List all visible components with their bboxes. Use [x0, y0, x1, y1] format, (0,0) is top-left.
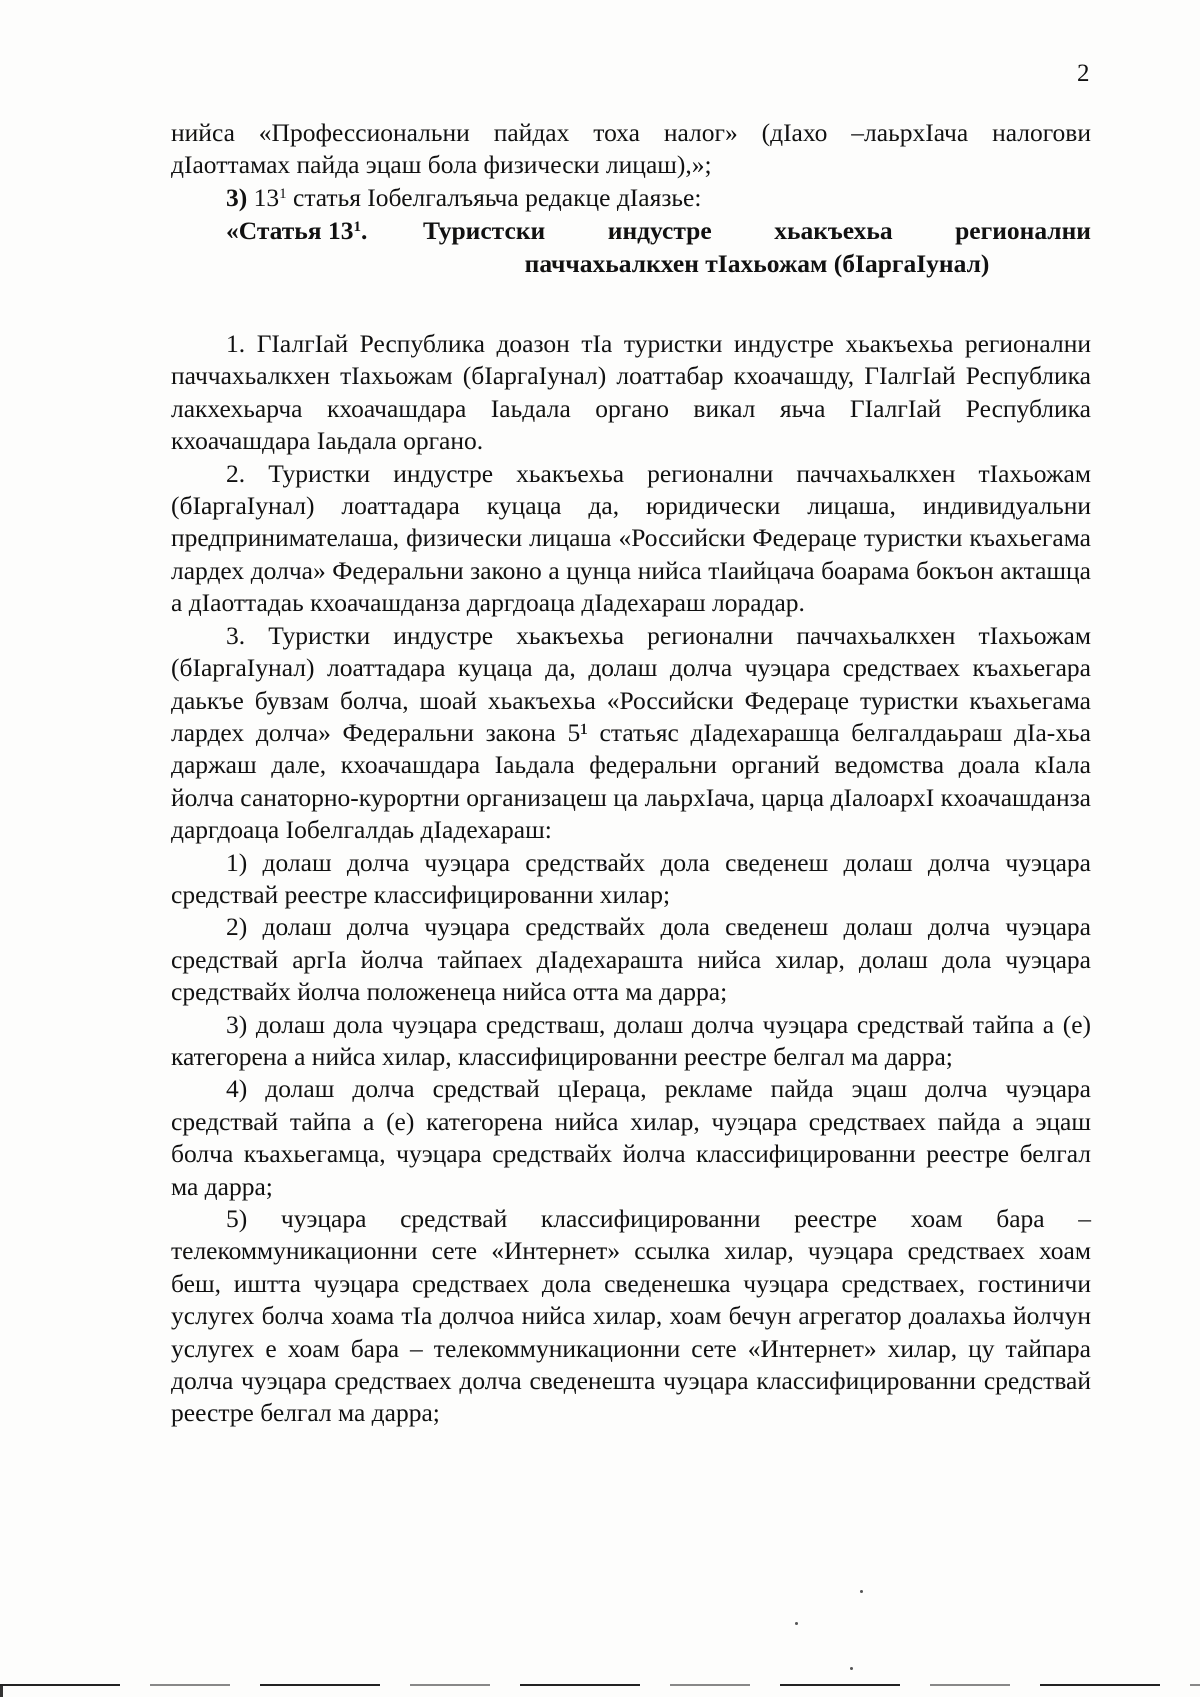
list-item-1: 1) долаш долча чуэцара средствайх дола сведенеш долаш долча чуэцара средствай реестре классифицированни хилар;	[171, 847, 1091, 909]
amendment-article-ref: 13	[253, 182, 280, 212]
list-item-5: 5) чуэцара средствай классифицированни реестре хоам бара – телекоммуникационни сете «Интернет» ссылка хилар, чуэцара средстваех хоам беш, иштта чуэцара средстваех дола сведенешка чуэцара средстваех, гостиничи услугех болча хоама тIа долчоа нийса хилар, хоам бечун агрегатор доалахьа йолчун услугех е хоам бара – телекоммуникационни сете «Интернет» хилар, цу тайпара долча чуэцара средстваех долча сведенешта чуэцара классифицированни средствай реестре белгал ма дарра;	[171, 1204, 1091, 1428]
article-title-text: Туристски индустре хьакъехьа регионални паччахьалкхен тIахьожам (бIаргаIунал)	[423, 216, 1091, 278]
article-title	[226, 215, 1091, 280]
page-number: 2	[1077, 60, 1090, 87]
intro-paragraph: нийса «Профессиональни пайдах тоха налог» (дIахо –лаьрхIача налогови дIаоттамах пайда эцаш бола физически лицаш),»;	[171, 118, 1091, 180]
document-body	[171, 117, 1091, 1430]
scan-border-line	[0, 1684, 1200, 1686]
article-title-prefix: «Статья 13	[226, 216, 354, 246]
article-title-suffix: .	[360, 216, 368, 246]
article-title-sup: 1	[353, 219, 361, 236]
list-item-2: 2) долаш долча чуэцара средствайх дола сведенеш долаш долча чуэцара средствай аргIа йолча тайпаех дIадехараштa нийса хилар, долаш дола чуэцара средствайх йолча положенеца нийса отта ма дарра;	[171, 912, 1091, 1007]
scan-speck	[860, 1590, 863, 1593]
title-spacer	[171, 280, 1091, 328]
amendment-article-sup: 1	[279, 185, 287, 202]
paragraph-2: 2. Туристки индустре хьакъехьа регионални паччахьалкхен тIахьожам (бIаргаIунал) лоаттадара куцаца да, юридически лицаша, индивидуальни предпринимателаша, физически лицаша «Российски Федераце туристки къахьегама лардех долча» Федеральни законо а цунца нийса тIаийцача боарама бокъон акташца а дIаоттадаь кхоачашданза даргдоаца дIадехараш лорадар.	[171, 458, 1091, 618]
list-item-4: 4) долаш долча средствай цIераца, рекламе пайда эцаш долча чуэцара средствай тайпа а (е) категорена нийса хилар, чуэцара средстваех пайда а эцаш болча къахьегамца, чуэцара средствайх йолча классифицированни реестре белгал ма дарра;	[171, 1074, 1091, 1201]
article-title-label	[226, 215, 423, 280]
paragraph-3: 3. Туристки индустре хьакъехьа регионални паччахьалкхен тIахьожам (бIаргаIунал) лоаттадара куцаца да, долаш долча чуэцара средстваех къахьегара даькъе бувзам болча, шоай хьакъехьа «Российски Федераце туристки къахьегама лардех долча» Федеральни закона 5¹ статьяс дIадехарашца белгалдаьраш дIа-хьа даржаш дале, кхоачашдара Iаьдала федеральни органий ведомства доала кIала йолча санаторно-курортни организацеш ца лаьрхIача, царца дIалоархI кхоачашданза даргдоаца Iобелгалдаь дIадехараш:	[171, 620, 1091, 845]
amendment-line	[226, 182, 1091, 214]
paragraph-1: 1. ГIалгIай Республика доазон тIа туристки индустре хьакъехьа регионални паччахьалкхен тIахьожам (бIаргаIунал) лоаттабар кхоачашду, ГIалгIай Республика лакхехьарча кхоачашдара Iаьдала органо викал яьча ГIалгIай Республика кхоачашдара Iаьдала органо.	[171, 329, 1091, 456]
amendment-text: статья Iобелгалъяьча редакце дIаязье:	[286, 182, 702, 212]
amendment-number: 3)	[226, 182, 248, 212]
scan-speck	[795, 1622, 798, 1625]
list-item-3: 3) долаш дола чуэцара средстваш, долаш долча чуэцара средствай тайпа а (е) категорена а нийса хилар, классифицированни реестре белгал ма дарра;	[171, 1009, 1091, 1071]
scan-speck	[850, 1667, 853, 1670]
